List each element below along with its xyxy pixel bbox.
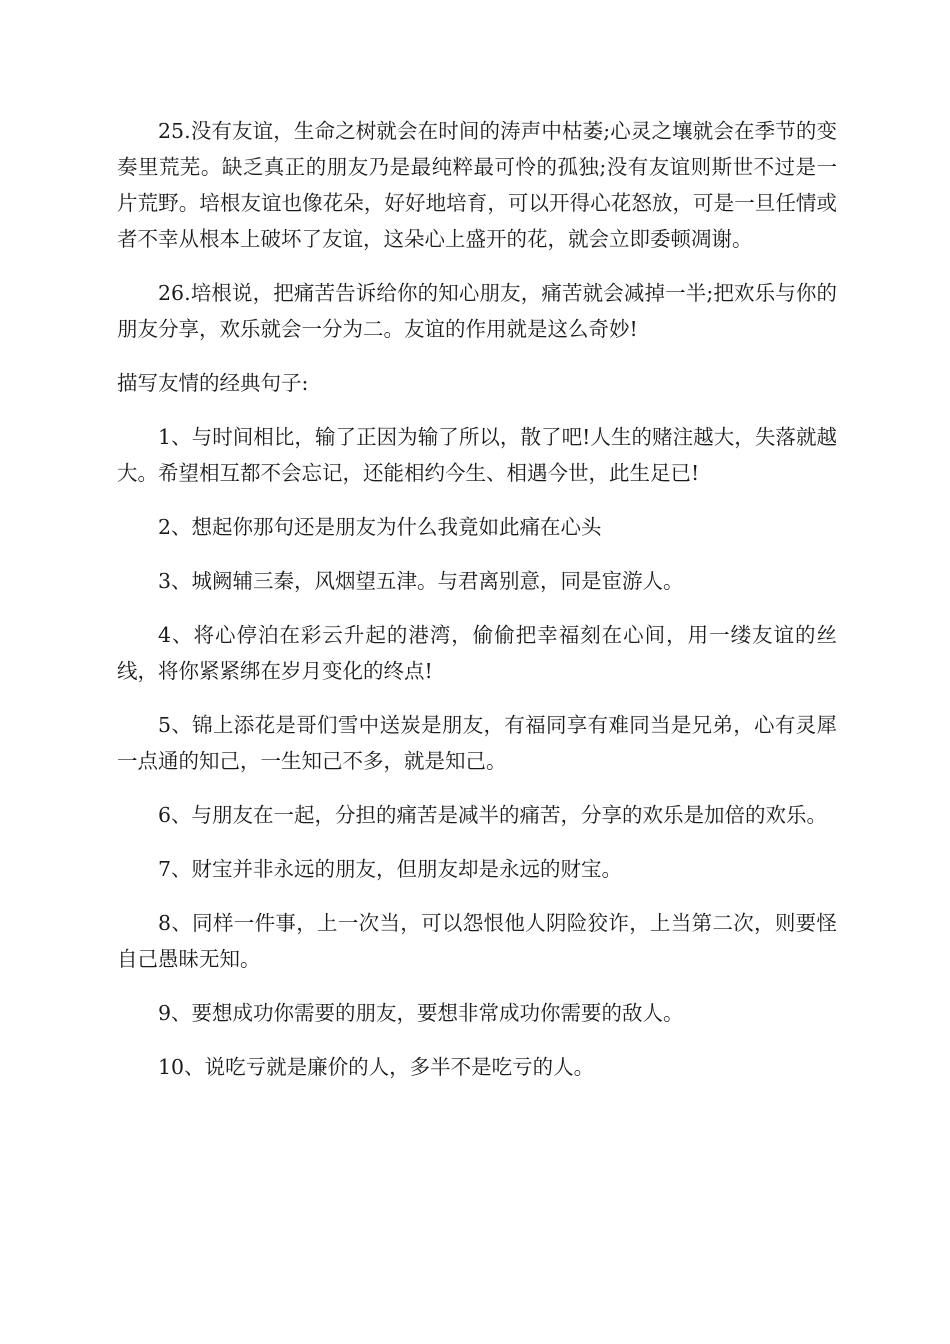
paragraph-26: 26.培根说，把痛苦告诉给你的知心朋友，痛苦就会减掉一半;把欢乐与你的朋友分享，欢乐就会一分为二。友谊的作用就是这么奇妙! [117, 281, 837, 341]
list-item-10: 10、说吃亏就是廉价的人，多半不是吃亏的人。 [158, 1055, 595, 1079]
list-item-3: 3、城阙辅三秦，风烟望五津。与君离别意，同是宦游人。 [158, 569, 684, 593]
list-item-1: 1、与时间相比，输了正因为输了所以，散了吧!人生的赌注越大，失落就越大。希望相互都不会忘记，还能相约今生、相遇今世，此生足已! [117, 425, 837, 485]
list-item-8: 8、同样一件事，上一次当，可以怨恨他人阴险狡诈，上当第二次，则要怪自己愚昧无知。 [117, 911, 837, 971]
list-item-5: 5、锦上添花是哥们雪中送炭是朋友，有福同享有难同当是兄弟，心有灵犀一点通的知己，一生知己不多，就是知己。 [117, 713, 837, 773]
list-item-7: 7、财宝并非永远的朋友，但朋友却是永远的财宝。 [158, 857, 623, 881]
list-item-9: 9、要想成功你需要的朋友，要想非常成功你需要的敌人。 [158, 1001, 684, 1025]
list-item-4: 4、将心停泊在彩云升起的港湾，偷偷把幸福刻在心间，用一缕友谊的丝线，将你紧紧绑在岁月变化的终点! [117, 623, 837, 683]
list-item-2: 2、想起你那句还是朋友为什么我竟如此痛在心头 [158, 515, 602, 539]
section-heading: 描写友情的经典句子: [117, 371, 309, 395]
paragraph-25: 25.没有友谊，生命之树就会在时间的涛声中枯萎;心灵之壤就会在季节的变奏里荒芜。缺乏真正的朋友乃是最纯粹最可怜的孤独;没有友谊则斯世不过是一片荒野。培根友谊也像花朵，好好地培育，可以开得心花怒放，可是一旦任情或者不幸从根本上破坏了友谊，这朵心上盛开的花，就会立即委顿凋谢。 [117, 119, 837, 251]
document-body [117, 113, 837, 1103]
list-item-6: 6、与朋友在一起，分担的痛苦是减半的痛苦，分享的欢乐是加倍的欢乐。 [158, 803, 828, 827]
